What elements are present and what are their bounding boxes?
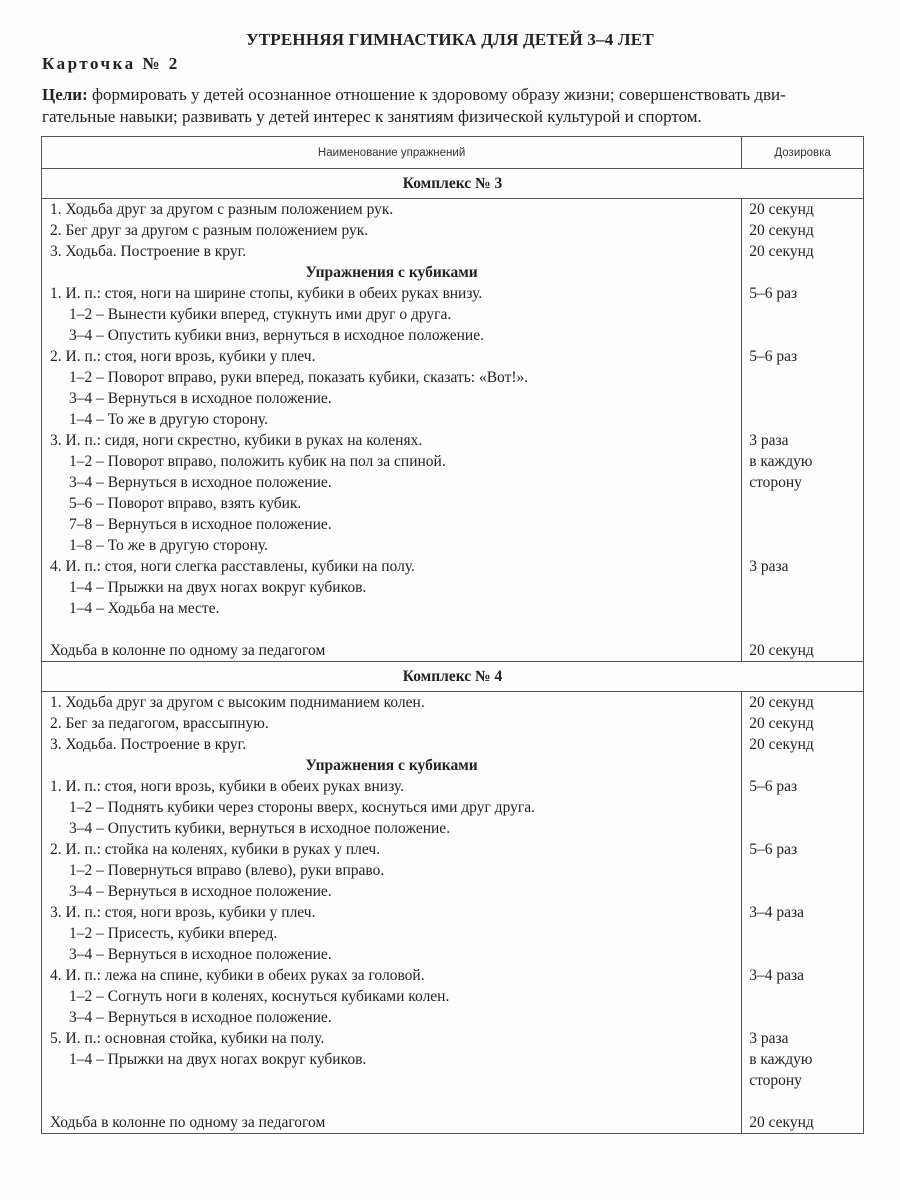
column-header-dose: Дозировка [742,137,864,169]
dose-line: 3 раза [749,432,789,449]
dose-line [742,388,863,409]
exercise-line: 3. И. п.: сидя, ноги скрестно, кубики в руках на коленях. [50,432,423,449]
dose-line: 3–4 раза [749,967,804,984]
exercise-line: 3. Ходьба. Построение в круг. [50,243,247,260]
table-header-row [42,137,864,169]
exercise-line: 1–4 – То же в другую сторону. [69,411,268,428]
exercise-table [41,136,864,1134]
complex-body-row [42,692,864,1134]
dose-line [742,535,863,556]
dose-line [742,367,863,388]
exercise-line: 1–2 – Поворот вправо, положить кубик на пол за спиной. [69,453,446,470]
exercise-line: 1–2 – Согнуть ноги в коленях, коснуться кубиками колен. [69,988,450,1005]
dose-line [742,923,863,944]
exercise-line: 3–4 – Вернуться в исходное положение. [69,883,332,900]
exercise-lines-cell [42,692,742,1134]
exercise-line: 3. И. п.: стоя, ноги врозь, кубики у плеч. [50,904,316,921]
dose-line: 3 раза [749,558,789,575]
column-header-name: Наименование упражнений [42,137,742,169]
dose-line: 20 секунд [749,694,814,711]
dose-line [742,304,863,325]
dose-line: сторону [749,1072,802,1089]
complex-title: Комплекс № 3 [42,169,864,199]
exercise-line: 2. И. п.: стойка на коленях, кубики в руках у плеч. [50,841,381,858]
exercise-line: 1–2 – Повернуться вправо (влево), руки вправо. [69,862,385,879]
dose-line [742,493,863,514]
page-title: УТРЕННЯЯ ГИМНАСТИКА ДЛЯ ДЕТЕЙ 3–4 ЛЕТ [246,30,654,49]
complex-title: Комплекс № 4 [42,662,864,692]
dose-line: 3–4 раза [749,904,804,921]
dose-line: 20 секунд [749,201,814,218]
dose-line: 20 секунд [749,243,814,260]
dose-line [742,262,863,283]
section-subheading: Упражнения с кубиками [305,264,478,281]
exercise-line: 1–8 – То же в другую сторону. [69,537,268,554]
dose-line: 5–6 раз [749,285,798,302]
exercise-line: 1–2 – Поворот вправо, руки вперед, показать кубики, сказать: «Вот!». [69,369,529,386]
dose-line: 5–6 раз [749,778,798,795]
dose-line: 3 раза [749,1030,789,1047]
dose-line [742,755,863,776]
exercise-line: 3. Ходьба. Построение в круг. [50,736,247,753]
dose-line [742,797,863,818]
exercise-line: 3–4 – Опустить кубики, вернуться в исходное положение. [69,820,451,837]
exercise-line: 1–2 – Присесть, кубики вперед. [69,925,278,942]
dose-line [742,598,863,619]
dose-line: в каждую [749,453,813,470]
goals-line-1: формировать у детей осознанное отношение к здоровому образу жизни; совершенствовать дви- [92,85,786,104]
exercise-line: 1–4 – Прыжки на двух ногах вокруг кубиков. [69,579,367,596]
dose-line [742,514,863,535]
dose-line [742,1007,863,1028]
dose-line [742,409,863,430]
exercise-line: 1. И. п.: стоя, ноги врозь, кубики в обеих руках внизу. [50,778,404,795]
exercise-line: 3–4 – Вернуться в исходное положение. [69,946,332,963]
exercise-line: 3–4 – Опустить кубики вниз, вернуться в исходное положение. [69,327,484,344]
exercise-line: 1. Ходьба друг за другом с высоким подниманием колен. [50,694,425,711]
dose-line: 5–6 раз [749,348,798,365]
dose-line [742,325,863,346]
exercise-lines-cell [42,199,742,662]
exercise-line: 2. Бег за педагогом, врассыпную. [50,715,269,732]
dose-line: 20 секунд [749,1114,814,1131]
exercise-line [42,619,741,640]
section-subheading: Упражнения с кубиками [305,757,478,774]
exercise-line: 5–6 – Поворот вправо, взять кубик. [69,495,302,512]
exercise-line: 1. И. п.: стоя, ноги на ширине стопы, кубики в обеих руках внизу. [50,285,483,302]
exercise-line: Ходьба в колонне по одному за педагогом [50,1114,326,1131]
card-number: Карточка № 2 [42,54,180,73]
exercise-line: 1–2 – Поднять кубики через стороны вверх, коснуться ими друг друга. [69,799,535,816]
dose-line [742,944,863,965]
dose-line [742,577,863,598]
exercise-line: 5. И. п.: основная стойка, кубики на полу. [50,1030,325,1047]
exercise-line [42,1091,741,1112]
exercise-line: 1–2 – Вынести кубики вперед, стукнуть ими друг о друга. [69,306,452,323]
dose-line: 20 секунд [749,642,814,659]
dose-line [742,619,863,640]
dose-line [742,860,863,881]
complex-title-row [42,662,864,692]
complex-title-row [42,169,864,199]
exercise-line: 4. И. п.: лежа на спине, кубики в обеих руках за головой. [50,967,425,984]
dose-line [742,1091,863,1112]
dose-line: 20 секунд [749,222,814,239]
exercise-line: 1. Ходьба друг за другом с разным положением рук. [50,201,394,218]
goals-paragraph [42,84,862,128]
dose-lines-cell [742,199,864,662]
exercise-line: 2. Бег друг за другом с разным положением рук. [50,222,369,239]
goals-line-2: гательные навыки; развивать у детей интерес к занятиям физической культурой и спортом. [42,107,702,126]
complex-body-row [42,199,864,662]
exercise-line: 1–4 – Ходьба на месте. [69,600,220,617]
dose-line: сторону [749,474,802,491]
exercise-line: 1–4 – Прыжки на двух ногах вокруг кубиков. [69,1051,367,1068]
goals-label: Цели: [42,85,88,104]
exercise-line: 3–4 – Вернуться в исходное положение. [69,474,332,491]
exercise-line: Ходьба в колонне по одному за педагогом [50,642,326,659]
dose-line [742,818,863,839]
exercise-line [42,1070,741,1091]
dose-line: 5–6 раз [749,841,798,858]
exercise-line: 3–4 – Вернуться в исходное положение. [69,390,332,407]
dose-line: 20 секунд [749,736,814,753]
exercise-line: 7–8 – Вернуться в исходное положение. [69,516,332,533]
exercise-line: 4. И. п.: стоя, ноги слегка расставлены, кубики на полу. [50,558,415,575]
dose-line [742,881,863,902]
dose-lines-cell [742,692,864,1134]
exercise-line: 2. И. п.: стоя, ноги врозь, кубики у плеч. [50,348,316,365]
exercise-line: 3–4 – Вернуться в исходное положение. [69,1009,332,1026]
dose-line [742,986,863,1007]
dose-line: 20 секунд [749,715,814,732]
dose-line: в каждую [749,1051,813,1068]
